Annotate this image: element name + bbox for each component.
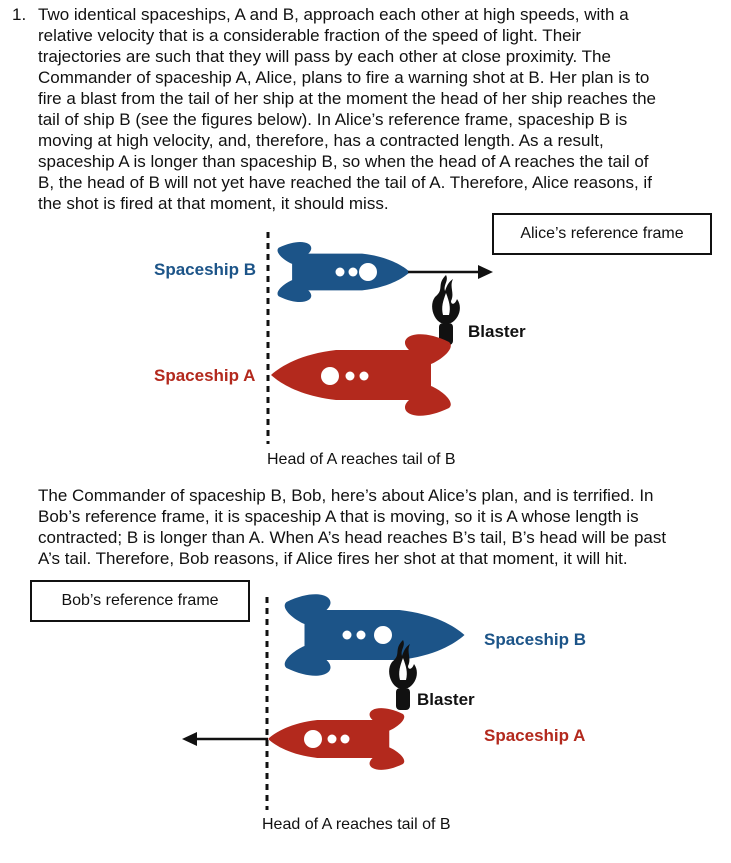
bob-caption: Head of A reaches tail of B	[262, 816, 451, 833]
bob-blaster-label: Blaster	[417, 690, 475, 709]
intro-line: B, the head of B will not yet have reached the tail of A. Therefore, Alice reasons, if	[38, 173, 652, 192]
alice-spaceship-b	[278, 242, 410, 302]
intro-line: relative velocity that is a considerable fraction of the speed of light. Their	[38, 26, 582, 45]
bob-line: The Commander of spaceship B, Bob, here’s about Alice’s plan, and is terrified. In	[38, 486, 654, 505]
alice-ship-b-label: Spaceship B	[154, 260, 257, 279]
alice-blaster-label: Blaster	[468, 322, 526, 341]
alice-blaster-icon	[432, 275, 460, 345]
bob-ship-b-label: Spaceship B	[484, 630, 587, 649]
bob-spaceship-a	[268, 708, 404, 770]
bob-frame-label: Bob’s reference frame	[30, 580, 250, 622]
bob-line: contracted; B is longer than A. When A’s head reaches B’s tail, B’s head will be past	[38, 528, 667, 547]
intro-line: the shot is fired at that moment, it should miss.	[38, 194, 389, 213]
alice-caption: Head of A reaches tail of B	[267, 451, 456, 468]
intro-line: spaceship A is longer than spaceship B, so when the head of A reaches the tail of	[38, 152, 649, 171]
bob-ship-a-label: Spaceship A	[484, 726, 586, 745]
bob-spaceship-b	[285, 594, 465, 675]
intro-line: moving at high velocity, and, therefore, has a contracted length. As a result,	[38, 131, 604, 150]
intro-line: Commander of spaceship A, Alice, plans to fire a warning shot at B. Her plan is to	[38, 68, 650, 87]
intro-line: trajectories are such that they will pass by each other at close proximity. The	[38, 47, 611, 66]
intro-line: tail of ship B (see the figures below). In Alice’s reference frame, spaceship B is	[38, 110, 628, 129]
bob-line: A’s tail. Therefore, Bob reasons, if Alice fires her shot at that moment, it will hit.	[38, 549, 628, 568]
alice-spaceship-a	[271, 334, 451, 415]
problem-number: 1.	[12, 5, 27, 24]
bob-line: Bob’s reference frame, it is spaceship A that is moving, so it is A whose length is	[38, 507, 639, 526]
alice-ship-a-label: Spaceship A	[154, 366, 256, 385]
bob-velocity-arrow	[182, 732, 268, 746]
alice-frame-label: Alice’s reference frame	[492, 213, 712, 255]
intro-line: fire a blast from the tail of her ship at the moment the head of her ship reaches the	[38, 89, 657, 108]
intro-line: Two identical spaceships, A and B, approach each other at high speeds, with a	[38, 5, 629, 24]
problem-bob-text	[38, 485, 723, 569]
alice-velocity-arrow	[408, 265, 493, 279]
